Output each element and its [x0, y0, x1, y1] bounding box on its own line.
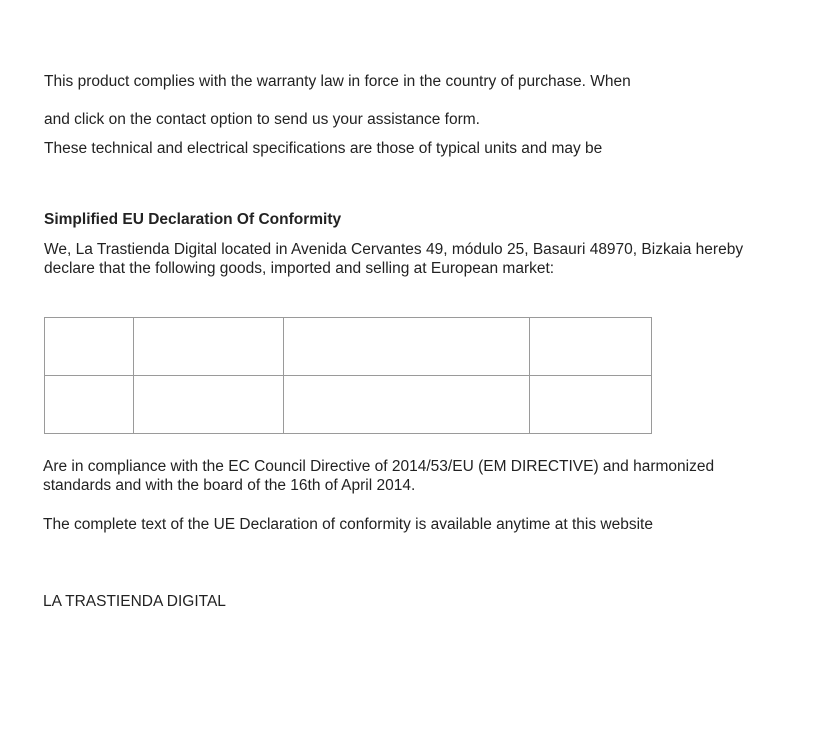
table-cell — [284, 318, 530, 376]
warranty-text: This product complies with the warranty law in force in the country of purchase. When — [44, 73, 631, 90]
compliance-text: Are in compliance with the EC Council Directive of 2014/53/EU (EM DIRECTIVE) and harmonized standards and with the board of the 16th of April 2014. — [43, 458, 715, 494]
table-cell — [134, 376, 284, 434]
specs-text: These technical and electrical specifications are those of typical units and may be — [44, 140, 603, 157]
goods-table — [44, 317, 652, 434]
table-cell — [45, 318, 134, 376]
table-cell — [134, 318, 284, 376]
declaration-heading: Simplified EU Declaration Of Conformity — [44, 211, 342, 228]
table-cell — [284, 376, 530, 434]
table-cell — [45, 376, 134, 434]
contact-text: and click on the contact option to send us your assistance form. — [44, 111, 480, 128]
table-cell — [530, 376, 652, 434]
table-row — [45, 376, 652, 434]
company-name: LA TRASTIENDA DIGITAL — [43, 593, 226, 610]
website-text: The complete text of the UE Declaration of conformity is available anytime at this website — [43, 516, 653, 533]
declaration-intro: We, La Trastienda Digital located in Avenida Cervantes 49, módulo 25, Basauri 48970, Bizkaia hereby declare that the following goods, imported and selling at European market: — [44, 241, 744, 277]
table-row — [45, 318, 652, 376]
table-cell — [530, 318, 652, 376]
